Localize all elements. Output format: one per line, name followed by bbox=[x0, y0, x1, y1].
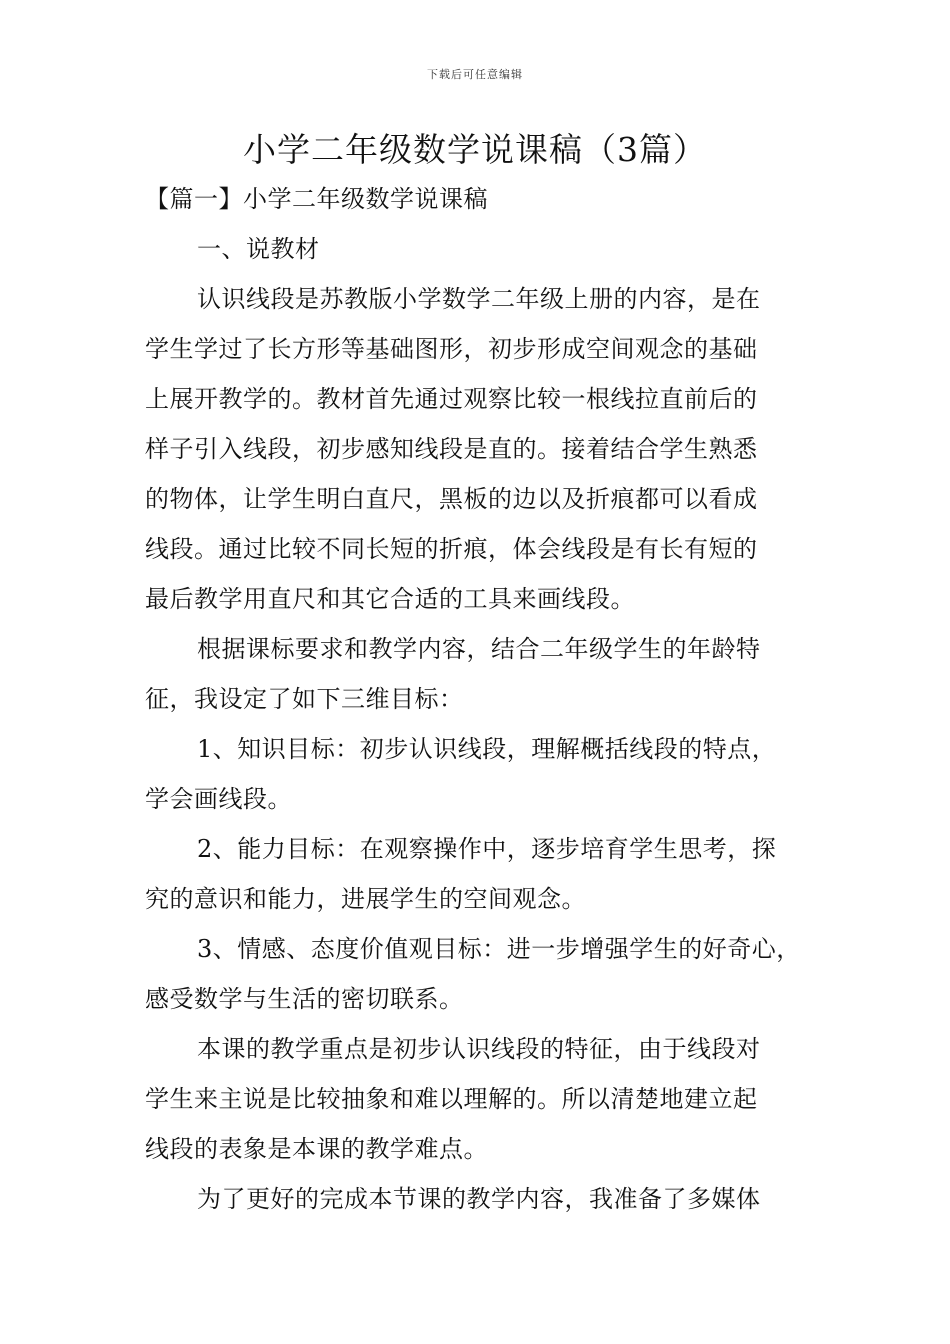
document-body bbox=[145, 174, 825, 1224]
objective-item: 2、能力目标：在观察操作中，逐步培育学生思考，探 bbox=[197, 835, 777, 863]
paragraph-line: 线段的表象是本课的教学难点。 bbox=[145, 1135, 488, 1163]
header-note: 下载后可任意编辑 bbox=[427, 68, 523, 81]
paragraph-line: 的物体，让学生明白直尺，黑板的边以及折痕都可以看成 bbox=[145, 485, 758, 513]
objective-item: 1、知识目标：初步认识线段，理解概括线段的特点， bbox=[197, 735, 777, 763]
paragraph-line: 究的意识和能力，进展学生的空间观念。 bbox=[145, 885, 586, 913]
paragraph-line: 学生来主说是比较抽象和难以理解的。所以清楚地建立起 bbox=[145, 1085, 758, 1113]
document-title: 小学二年级数学说课稿（3篇） bbox=[243, 130, 707, 169]
paragraph-line: 感受数学与生活的密切联系。 bbox=[145, 985, 464, 1013]
paragraph-line: 认识线段是苏教版小学数学二年级上册的内容，是在 bbox=[197, 285, 761, 313]
paragraph-line: 本课的教学重点是初步认识线段的特征，由于线段对 bbox=[197, 1035, 761, 1063]
paragraph-line: 根据课标要求和教学内容，结合二年级学生的年龄特 bbox=[197, 635, 761, 663]
paragraph-line: 最后教学用直尺和其它合适的工具来画线段。 bbox=[145, 585, 635, 613]
paragraph-line: 为了更好的完成本节课的教学内容，我准备了多媒体 bbox=[197, 1185, 761, 1213]
paragraph-line: 学会画线段。 bbox=[145, 785, 292, 813]
paragraph-line: 样子引入线段，初步感知线段是直的。接着结合学生熟悉 bbox=[145, 435, 758, 463]
section-heading: 【篇一】小学二年级数学说课稿 bbox=[145, 185, 488, 213]
paragraph-line: 征，我设定了如下三维目标： bbox=[145, 685, 464, 713]
paragraph-line: 学生学过了长方形等基础图形，初步形成空间观念的基础 bbox=[145, 335, 758, 363]
paragraph-line: 上展开教学的。教材首先通过观察比较一根线拉直前后的 bbox=[145, 385, 758, 413]
paragraph-line: 线段。通过比较不同长短的折痕，体会线段是有长有短的 bbox=[145, 535, 758, 563]
subsection-heading: 一、说教材 bbox=[197, 235, 320, 263]
objective-item: 3、情感、态度价值观目标：进一步增强学生的好奇心， bbox=[197, 935, 801, 963]
